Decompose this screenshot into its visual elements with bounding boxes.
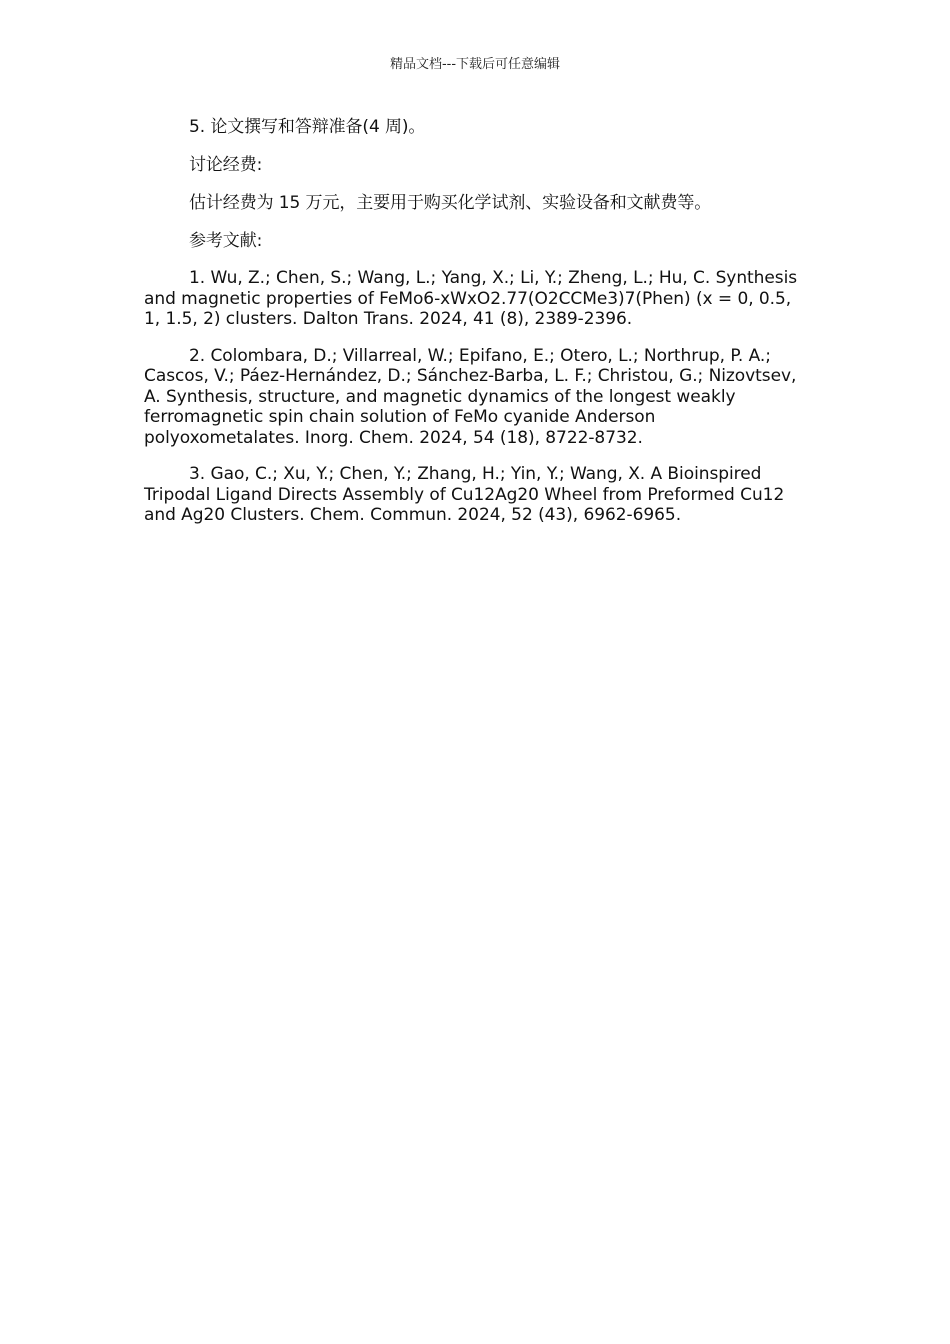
references-heading: 参考文献:: [189, 231, 263, 251]
document-body: [144, 116, 808, 542]
reference-item: 1. Wu, Z.; Chen, S.; Wang, L.; Yang, X.; Li, Y.; Zheng, L.; Hu, C. Synthesis and magnetic properties of FeMo6-xWxO2.77(O2CCMe3)7(Phen) (x = 0, 0.5, 1, 1.5, 2) clusters. Dalton Trans. 2024, 41 (8), 2389-2396.: [144, 268, 798, 329]
step-5-paragraph: 5. 论文撰写和答辩准备(4 周)。: [189, 117, 426, 137]
budget-heading: 讨论经费:: [189, 155, 263, 175]
reference-item: 2. Colombara, D.; Villarreal, W.; Epifano, E.; Otero, L.; Northrup, P. A.; Cascos, V.; Páez-Hernández, D.; Sánchez-Barba, L. F.; Christou, G.; Nizovtsev, A. Synthesis, structure, and magnetic dynamics of the longest weakly ferromagnetic spin chain solution of FeMo cyanide Anderson polyoxometalates. Inorg. Chem. 2024, 54 (18), 8722-8732.: [144, 345, 797, 448]
page-header: 精品文档---下载后可任意编辑: [389, 57, 561, 72]
reference-item: 3. Gao, C.; Xu, Y.; Chen, Y.; Zhang, H.; Yin, Y.; Wang, X. A Bioinspired Tripodal Ligand Directs Assembly of Cu12Ag20 Wheel from Preformed Cu12 and Ag20 Clusters. Chem. Commun. 2024, 52 (43), 6962-6965.: [144, 464, 785, 525]
budget-paragraph: 估计经费为 15 万元，主要用于购买化学试剂、实验设备和文献费等。: [189, 193, 712, 213]
